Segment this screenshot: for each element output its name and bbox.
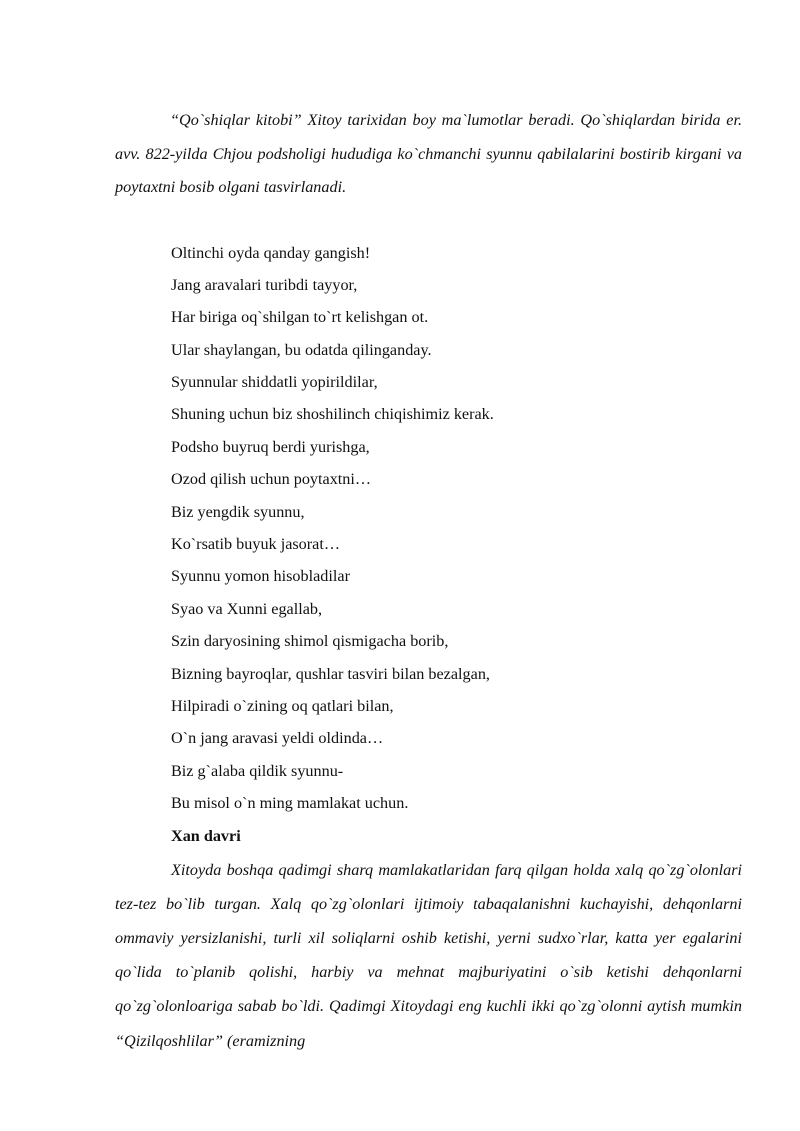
document-page (115, 104, 742, 1058)
poem-line: O`n jang aravasi yeldi oldinda… (171, 729, 384, 748)
poem-line: Ko`rsatib buyuk jasorat… (171, 535, 341, 554)
poem-line: Podsho buyruq berdi yurishga, (171, 437, 370, 456)
poem-line: Ozod qilish uchun poytaxtni… (171, 470, 372, 489)
poem-line: Shuning uchun biz shoshilinch chiqishimiz kerak. (171, 405, 494, 424)
poem-line: Bu misol o`n ming mamlakat uchun. (171, 794, 409, 813)
blank-line (115, 205, 742, 237)
poem-line: Syunnular shiddatli yopirildilar, (171, 373, 378, 392)
poem-line: Oltinchi oyda qanday gangish! (171, 243, 371, 262)
poem-line: Syao va Xunni egallab, (171, 599, 323, 618)
poem-line: Ular shaylangan, bu odatda qilinganday. (171, 340, 432, 359)
intro-paragraph: “Qo`shiqlar kitobi” Xitoy tarixidan boy ma`lumotlar beradi. Qo`shiqlardan birida er. avv. 822-yilda Chjou podsholigi hududiga ko`chmanchi syunnu qabilalarini bostirib kirgani va poytaxtni bosib olgani tasvirlanadi. (115, 111, 742, 196)
section-heading: Xan davri (171, 826, 241, 845)
poem (115, 237, 742, 820)
section-paragraph: Xitoyda boshqa qadimgi sharq mamlakatlaridan farq qilgan holda xalq qo`zg`olonlari tez-tez bo`lib turgan. Xalq qo`zg`olonlari ijtimoiy tabaqalanishni kuchayishi, dehqonlarni ommaviy yersizlanishi, turli xil soliqlarni oshib ketishi, yerni sudxo`rlar, katta yer egalarini qo`lida to`planib qolishi, harbiy va mehnat majburiyatini o`sib ketishi dehqonlarni qo`zg`olonloariga sabab bo`ldi. Qadimgi Xitoydagi eng kuchli ikki qo`zg`olonni aytish mumkin “Qizilqoshlilar” (eramizning (115, 860, 742, 1050)
poem-line: Biz yengdik syunnu, (171, 502, 305, 521)
poem-line: Hilpiradi o`zining oq qatlari bilan, (171, 696, 394, 715)
poem-line: Har biriga oq`shilgan to`rt kelishgan ot. (171, 308, 429, 327)
poem-line: Syunnu yomon hisobladilar (171, 567, 350, 586)
poem-line: Jang aravalari turibdi tayyor, (171, 275, 358, 294)
poem-line: Szin daryosining shimol qismigacha borib, (171, 632, 449, 651)
poem-line: Bizning bayroqlar, qushlar tasviri bilan bezalgan, (171, 664, 490, 683)
poem-line: Biz g`alaba qildik syunnu- (171, 761, 344, 780)
